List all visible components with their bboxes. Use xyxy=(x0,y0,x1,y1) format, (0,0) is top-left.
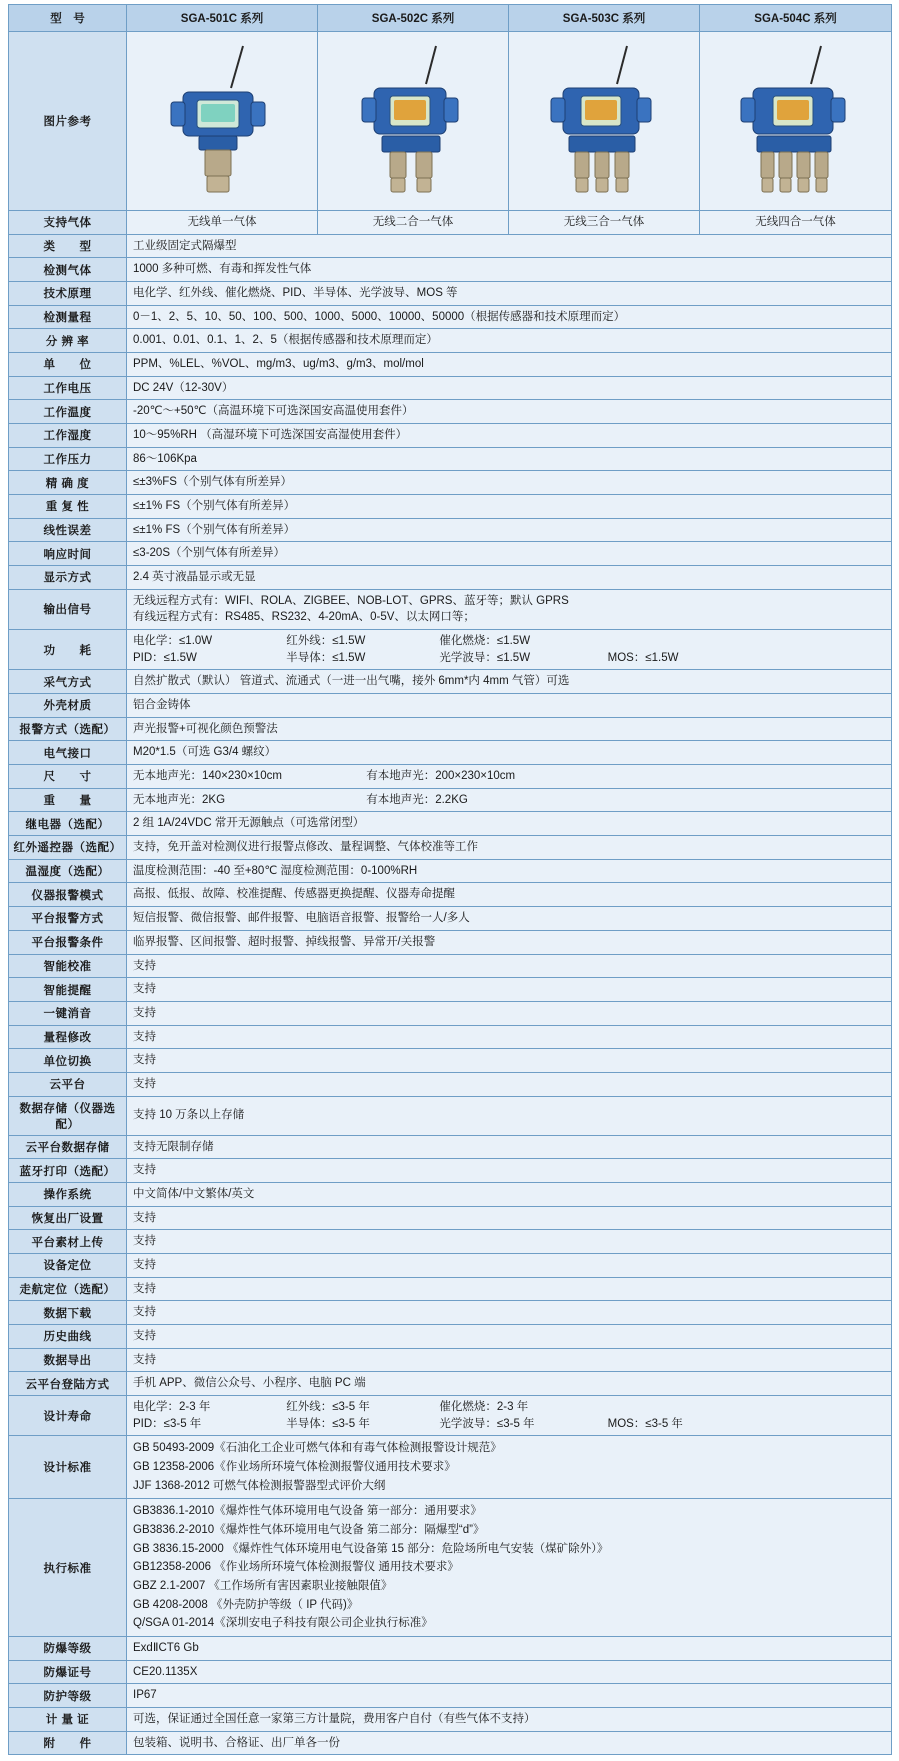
row-label: 云平台登陆方式 xyxy=(9,1372,127,1396)
row-label: 数据存储（仪器选配） xyxy=(9,1096,127,1135)
row-value: 10～95%RH （高湿环境下可选深国安高湿使用套件） xyxy=(127,424,892,448)
row-value: 86～106Kpa xyxy=(127,447,892,471)
row-value: 支持 xyxy=(127,1253,892,1277)
row-label: 仪器报警模式 xyxy=(9,883,127,907)
row-label: 红外遥控器（选配） xyxy=(9,836,127,860)
table-row xyxy=(9,1025,892,1049)
row-label: 报警方式（选配） xyxy=(9,717,127,741)
table-row xyxy=(9,518,892,542)
supported-gas-row xyxy=(9,211,892,235)
table-row xyxy=(9,566,892,590)
row-value: 0.001、0.01、0.1、1、2、5（根据传感器和技术原理而定） xyxy=(127,329,892,353)
design-life-line-2 xyxy=(133,1416,885,1433)
table-row xyxy=(9,1684,892,1708)
row-value: DC 24V（12-30V） xyxy=(127,376,892,400)
table-row xyxy=(9,234,892,258)
table-row xyxy=(9,1159,892,1183)
table-row xyxy=(9,741,892,765)
row-value: 可选，保证通过全国任意一家第三方计量院，费用客户自付（有些气体不支持） xyxy=(127,1708,892,1732)
table-row xyxy=(9,1660,892,1684)
supported-gas-label: 支持气体 xyxy=(9,211,127,235)
execution-standard-label: 执行标准 xyxy=(9,1499,127,1637)
row-value: 支持 xyxy=(127,1206,892,1230)
header-model-4: SGA-504C 系列 xyxy=(700,5,892,32)
row-value: ≤±3%FS（个别气体有所差异） xyxy=(127,471,892,495)
row-value: 支持 xyxy=(127,1001,892,1025)
table-row xyxy=(9,1636,892,1660)
row-label: 设备定位 xyxy=(9,1253,127,1277)
table-row xyxy=(9,883,892,907)
row-value: 支持 xyxy=(127,1348,892,1372)
life-pid: PID：≤3-5 年 xyxy=(133,1417,202,1430)
table-row xyxy=(9,471,892,495)
table-row xyxy=(9,1230,892,1254)
row-value: 短信报警、微信报警、邮件报警、电脑语音报警、报警给一人/多人 xyxy=(127,907,892,931)
execution-standard-item: GBZ 2.1-2007 《工作场所有害因素职业接触限值》 xyxy=(133,1579,393,1592)
output-wireless: 无线远程方式有：WIFI、ROLA、ZIGBEE、NOB-LOT、GPRS、蓝牙等；默认 GPRS xyxy=(133,594,569,607)
power-optical: 光学波导：≤1.5W xyxy=(439,651,531,664)
table-row xyxy=(9,717,892,741)
row-label: 平台报警方式 xyxy=(9,907,127,931)
row-value: 支持 xyxy=(127,954,892,978)
table-row xyxy=(9,1372,892,1396)
row-value: 自然扩散式（默认） 管道式、流通式（一进一出气嘴，接外 6mm*内 4mm 气管）可选 xyxy=(127,670,892,694)
row-value: IP67 xyxy=(127,1684,892,1708)
size-with-alarm: 有本地声光：200×230×10cm xyxy=(366,770,516,783)
gas-detector-4-icon xyxy=(721,40,871,200)
table-row xyxy=(9,1301,892,1325)
row-label: 温湿度（选配） xyxy=(9,859,127,883)
image-reference-row xyxy=(9,32,892,211)
life-infrared: 红外线：≤3-5 年 xyxy=(286,1400,370,1413)
row-value: 2 组 1A/24VDC 常开无源触点（可选常闭型） xyxy=(127,812,892,836)
table-header-row xyxy=(9,5,892,32)
row-value: ExdⅡCT6 Gb xyxy=(127,1636,892,1660)
table-row xyxy=(9,1277,892,1301)
size-row xyxy=(9,765,892,789)
table-row xyxy=(9,376,892,400)
specification-table xyxy=(8,4,892,1755)
row-label: 工作湿度 xyxy=(9,424,127,448)
design-standard-item: JJF 1368-2012 可燃气体检测报警器型式评价大纲 xyxy=(133,1479,386,1492)
image-reference-label: 图片参考 xyxy=(9,32,127,211)
table-row xyxy=(9,1049,892,1073)
execution-standard-item: GB12358-2006 《作业场所环境气体检测报警仪 通用技术要求》 xyxy=(133,1561,459,1574)
weight-with-alarm: 有本地声光：2.2KG xyxy=(366,793,468,806)
weight-without-alarm: 无本地声光：2KG xyxy=(133,793,226,806)
row-label: 单 位 xyxy=(9,353,127,377)
table-row xyxy=(9,812,892,836)
row-value: 高报、低报、故障、校准提醒、传感器更换提醒、仪器寿命提醒 xyxy=(127,883,892,907)
row-value: ≤±1% FS（个别气体有所差异） xyxy=(127,495,892,519)
output-signal-value xyxy=(127,589,892,629)
table-row xyxy=(9,907,892,931)
power-line-2 xyxy=(133,650,885,667)
table-row xyxy=(9,1708,892,1732)
table-row xyxy=(9,1135,892,1159)
row-label: 工作温度 xyxy=(9,400,127,424)
size-without-alarm: 无本地声光：140×230×10cm xyxy=(133,770,282,783)
execution-standard-item: GB3836.1-2010《爆炸性气体环境用电气设备 第一部分：通用要求》 xyxy=(133,1505,482,1518)
device-image-4 xyxy=(700,32,892,211)
row-value: CE20.1135X xyxy=(127,1660,892,1684)
row-value: 手机 APP、微信公众号、小程序、电脑 PC 端 xyxy=(127,1372,892,1396)
row-label: 防爆等级 xyxy=(9,1636,127,1660)
row-label: 采气方式 xyxy=(9,670,127,694)
row-label: 一键消音 xyxy=(9,1001,127,1025)
execution-standard-value xyxy=(127,1499,892,1637)
row-label: 量程修改 xyxy=(9,1025,127,1049)
weight-label: 重 量 xyxy=(9,788,127,812)
row-label: 单位切换 xyxy=(9,1049,127,1073)
table-row xyxy=(9,1324,892,1348)
row-label: 平台素材上传 xyxy=(9,1230,127,1254)
execution-standard-item: GB3836.2-2010《爆炸性气体环境用电气设备 第二部分：隔爆型“d”》 xyxy=(133,1523,485,1536)
row-label: 分 辨 率 xyxy=(9,329,127,353)
header-model-3: SGA-503C 系列 xyxy=(509,5,700,32)
power-mos: MOS：≤1.5W xyxy=(607,651,679,664)
row-label: 数据导出 xyxy=(9,1348,127,1372)
row-value: 1000 多种可燃、有毒和挥发性气体 xyxy=(127,258,892,282)
power-consumption-value xyxy=(127,630,892,670)
row-label: 精 确 度 xyxy=(9,471,127,495)
table-row xyxy=(9,954,892,978)
row-value: 铝合金铸体 xyxy=(127,694,892,718)
device-image-2 xyxy=(318,32,509,211)
execution-standard-item: GB 3836.15-2000 《爆炸性气体环境用电气设备第 15 部分：危险场所电气安装（煤矿除外）》 xyxy=(133,1542,609,1555)
row-label: 智能提醒 xyxy=(9,978,127,1002)
execution-standard-item: Q/SGA 01-2014《深圳安电子科技有限公司企业执行标准》 xyxy=(133,1617,433,1630)
table-row xyxy=(9,353,892,377)
row-label: 云平台数据存储 xyxy=(9,1135,127,1159)
gas-detector-2-icon xyxy=(338,40,488,200)
table-row xyxy=(9,836,892,860)
power-consumption-row xyxy=(9,630,892,670)
life-semiconductor: 半导体：≤3-5 年 xyxy=(286,1417,370,1430)
power-infrared: 红外线：≤1.5W xyxy=(286,635,366,648)
row-label: 平台报警条件 xyxy=(9,930,127,954)
table-row xyxy=(9,1731,892,1755)
design-life-label: 设计寿命 xyxy=(9,1395,127,1435)
table-row xyxy=(9,447,892,471)
row-value: 支持 xyxy=(127,1277,892,1301)
supported-gas-2: 无线二合一气体 xyxy=(318,211,509,235)
table-row xyxy=(9,1001,892,1025)
row-label: 附 件 xyxy=(9,1731,127,1755)
row-label: 类 型 xyxy=(9,234,127,258)
row-value: 支持 xyxy=(127,1324,892,1348)
table-row xyxy=(9,1072,892,1096)
table-row xyxy=(9,978,892,1002)
row-value: 临界报警、区间报警、超时报警、掉线报警、异常开/关报警 xyxy=(127,930,892,954)
row-label: 云平台 xyxy=(9,1072,127,1096)
row-label: 工作压力 xyxy=(9,447,127,471)
row-label: 数据下载 xyxy=(9,1301,127,1325)
row-label: 防爆证号 xyxy=(9,1660,127,1684)
gas-detector-3-icon xyxy=(529,40,679,200)
row-label: 继电器（选配） xyxy=(9,812,127,836)
header-model-1: SGA-501C 系列 xyxy=(127,5,318,32)
design-life-row xyxy=(9,1395,892,1435)
row-value: 支持 xyxy=(127,1301,892,1325)
row-label: 检测气体 xyxy=(9,258,127,282)
table-row xyxy=(9,1253,892,1277)
table-row xyxy=(9,329,892,353)
life-optical: 光学波导：≤3-5 年 xyxy=(439,1417,535,1430)
header-model-label: 型 号 xyxy=(9,5,127,32)
design-standard-item: GB 12358-2006《作业场所环境气体检测报警仪通用技术要求》 xyxy=(133,1460,456,1473)
row-value: 中文简体/中文繁体/英文 xyxy=(127,1182,892,1206)
design-life-value xyxy=(127,1395,892,1435)
supported-gas-4: 无线四合一气体 xyxy=(700,211,892,235)
power-semiconductor: 半导体：≤1.5W xyxy=(286,651,366,664)
row-value: 支持 10 万条以上存储 xyxy=(127,1096,892,1135)
power-catalytic: 催化燃烧：≤1.5W xyxy=(439,635,531,648)
row-value: 电化学、红外线、催化燃烧、PID、半导体、光学波导、MOS 等 xyxy=(127,282,892,306)
device-image-1 xyxy=(127,32,318,211)
output-signal-label: 输出信号 xyxy=(9,589,127,629)
supported-gas-1: 无线单一气体 xyxy=(127,211,318,235)
table-row xyxy=(9,859,892,883)
row-value: M20*1.5（可选 G3/4 螺纹） xyxy=(127,741,892,765)
execution-standard-row xyxy=(9,1499,892,1637)
design-standard-item: GB 50493-2009《石油化工企业可燃气体和有毒气体检测报警设计规范》 xyxy=(133,1442,502,1455)
row-label: 智能校准 xyxy=(9,954,127,978)
table-row xyxy=(9,282,892,306)
row-value: 支持无限制存储 xyxy=(127,1135,892,1159)
life-catalytic: 催化燃烧：2-3 年 xyxy=(439,1400,529,1413)
table-row xyxy=(9,694,892,718)
row-value: 工业级固定式隔爆型 xyxy=(127,234,892,258)
row-value: -20℃～+50℃（高温环境下可选深国安高温使用套件） xyxy=(127,400,892,424)
weight-row xyxy=(9,788,892,812)
row-label: 检测量程 xyxy=(9,305,127,329)
size-value xyxy=(127,765,892,789)
design-standard-row xyxy=(9,1436,892,1499)
row-value: 支持，免开盖对检测仪进行报警点修改、量程调整、气体校准等工作 xyxy=(127,836,892,860)
device-image-3 xyxy=(509,32,700,211)
table-row xyxy=(9,1182,892,1206)
life-mos: MOS：≤3-5 年 xyxy=(607,1417,683,1430)
row-label: 外壳材质 xyxy=(9,694,127,718)
row-label: 显示方式 xyxy=(9,566,127,590)
row-label: 电气接口 xyxy=(9,741,127,765)
row-value: 温度检测范围：-40 至+80℃ 湿度检测范围：0-100%RH xyxy=(127,859,892,883)
power-consumption-label: 功 耗 xyxy=(9,630,127,670)
table-row xyxy=(9,930,892,954)
power-electrochem: 电化学：≤1.0W xyxy=(133,635,213,648)
supported-gas-3: 无线三合一气体 xyxy=(509,211,700,235)
weight-value xyxy=(127,788,892,812)
row-value: 支持 xyxy=(127,1049,892,1073)
row-label: 响应时间 xyxy=(9,542,127,566)
row-value: 0－1、2、5、10、50、100、500、1000、5000、10000、50000（根据传感器和技术原理而定） xyxy=(127,305,892,329)
power-line-1 xyxy=(133,633,885,650)
table-row xyxy=(9,258,892,282)
execution-standard-item: GB 4208-2008 《外壳防护等级（ IP 代码)》 xyxy=(133,1598,359,1611)
row-value: 支持 xyxy=(127,1159,892,1183)
row-value: PPM、%LEL、%VOL、mg/m3、ug/m3、g/m3、mol/mol xyxy=(127,353,892,377)
row-label: 蓝牙打印（选配） xyxy=(9,1159,127,1183)
header-model-2: SGA-502C 系列 xyxy=(318,5,509,32)
table-row xyxy=(9,424,892,448)
row-value: 支持 xyxy=(127,978,892,1002)
row-label: 重 复 性 xyxy=(9,495,127,519)
table-row xyxy=(9,1096,892,1135)
row-value: 声光报警+可视化颜色预警法 xyxy=(127,717,892,741)
row-label: 工作电压 xyxy=(9,376,127,400)
life-electrochem: 电化学：2-3 年 xyxy=(133,1400,211,1413)
row-value: ≤±1% FS（个别气体有所差异） xyxy=(127,518,892,542)
design-standard-label: 设计标准 xyxy=(9,1436,127,1499)
row-label: 走航定位（选配） xyxy=(9,1277,127,1301)
row-value: 支持 xyxy=(127,1072,892,1096)
row-label: 线性误差 xyxy=(9,518,127,542)
row-value: 支持 xyxy=(127,1025,892,1049)
table-row xyxy=(9,495,892,519)
row-label: 防护等级 xyxy=(9,1684,127,1708)
size-label: 尺 寸 xyxy=(9,765,127,789)
gas-detector-1-icon xyxy=(147,40,297,200)
row-label: 计 量 证 xyxy=(9,1708,127,1732)
table-row xyxy=(9,400,892,424)
design-life-line-1 xyxy=(133,1399,885,1416)
row-value: 包装箱、说明书、合格证、出厂单各一份 xyxy=(127,1731,892,1755)
output-signal-row xyxy=(9,589,892,629)
row-label: 恢复出厂设置 xyxy=(9,1206,127,1230)
table-row xyxy=(9,1348,892,1372)
row-value: 支持 xyxy=(127,1230,892,1254)
row-value: 2.4 英寸液晶显示或无显 xyxy=(127,566,892,590)
row-label: 操作系统 xyxy=(9,1182,127,1206)
table-row xyxy=(9,670,892,694)
row-value: ≤3-20S（个别气体有所差异） xyxy=(127,542,892,566)
table-row xyxy=(9,542,892,566)
row-label: 历史曲线 xyxy=(9,1324,127,1348)
table-row xyxy=(9,305,892,329)
power-pid: PID：≤1.5W xyxy=(133,651,197,664)
design-standard-value xyxy=(127,1436,892,1499)
table-row xyxy=(9,1206,892,1230)
output-wired: 有线远程方式有：RS485、RS232、4-20mA、0-5V、以太网口等； xyxy=(133,611,475,624)
row-label: 技术原理 xyxy=(9,282,127,306)
